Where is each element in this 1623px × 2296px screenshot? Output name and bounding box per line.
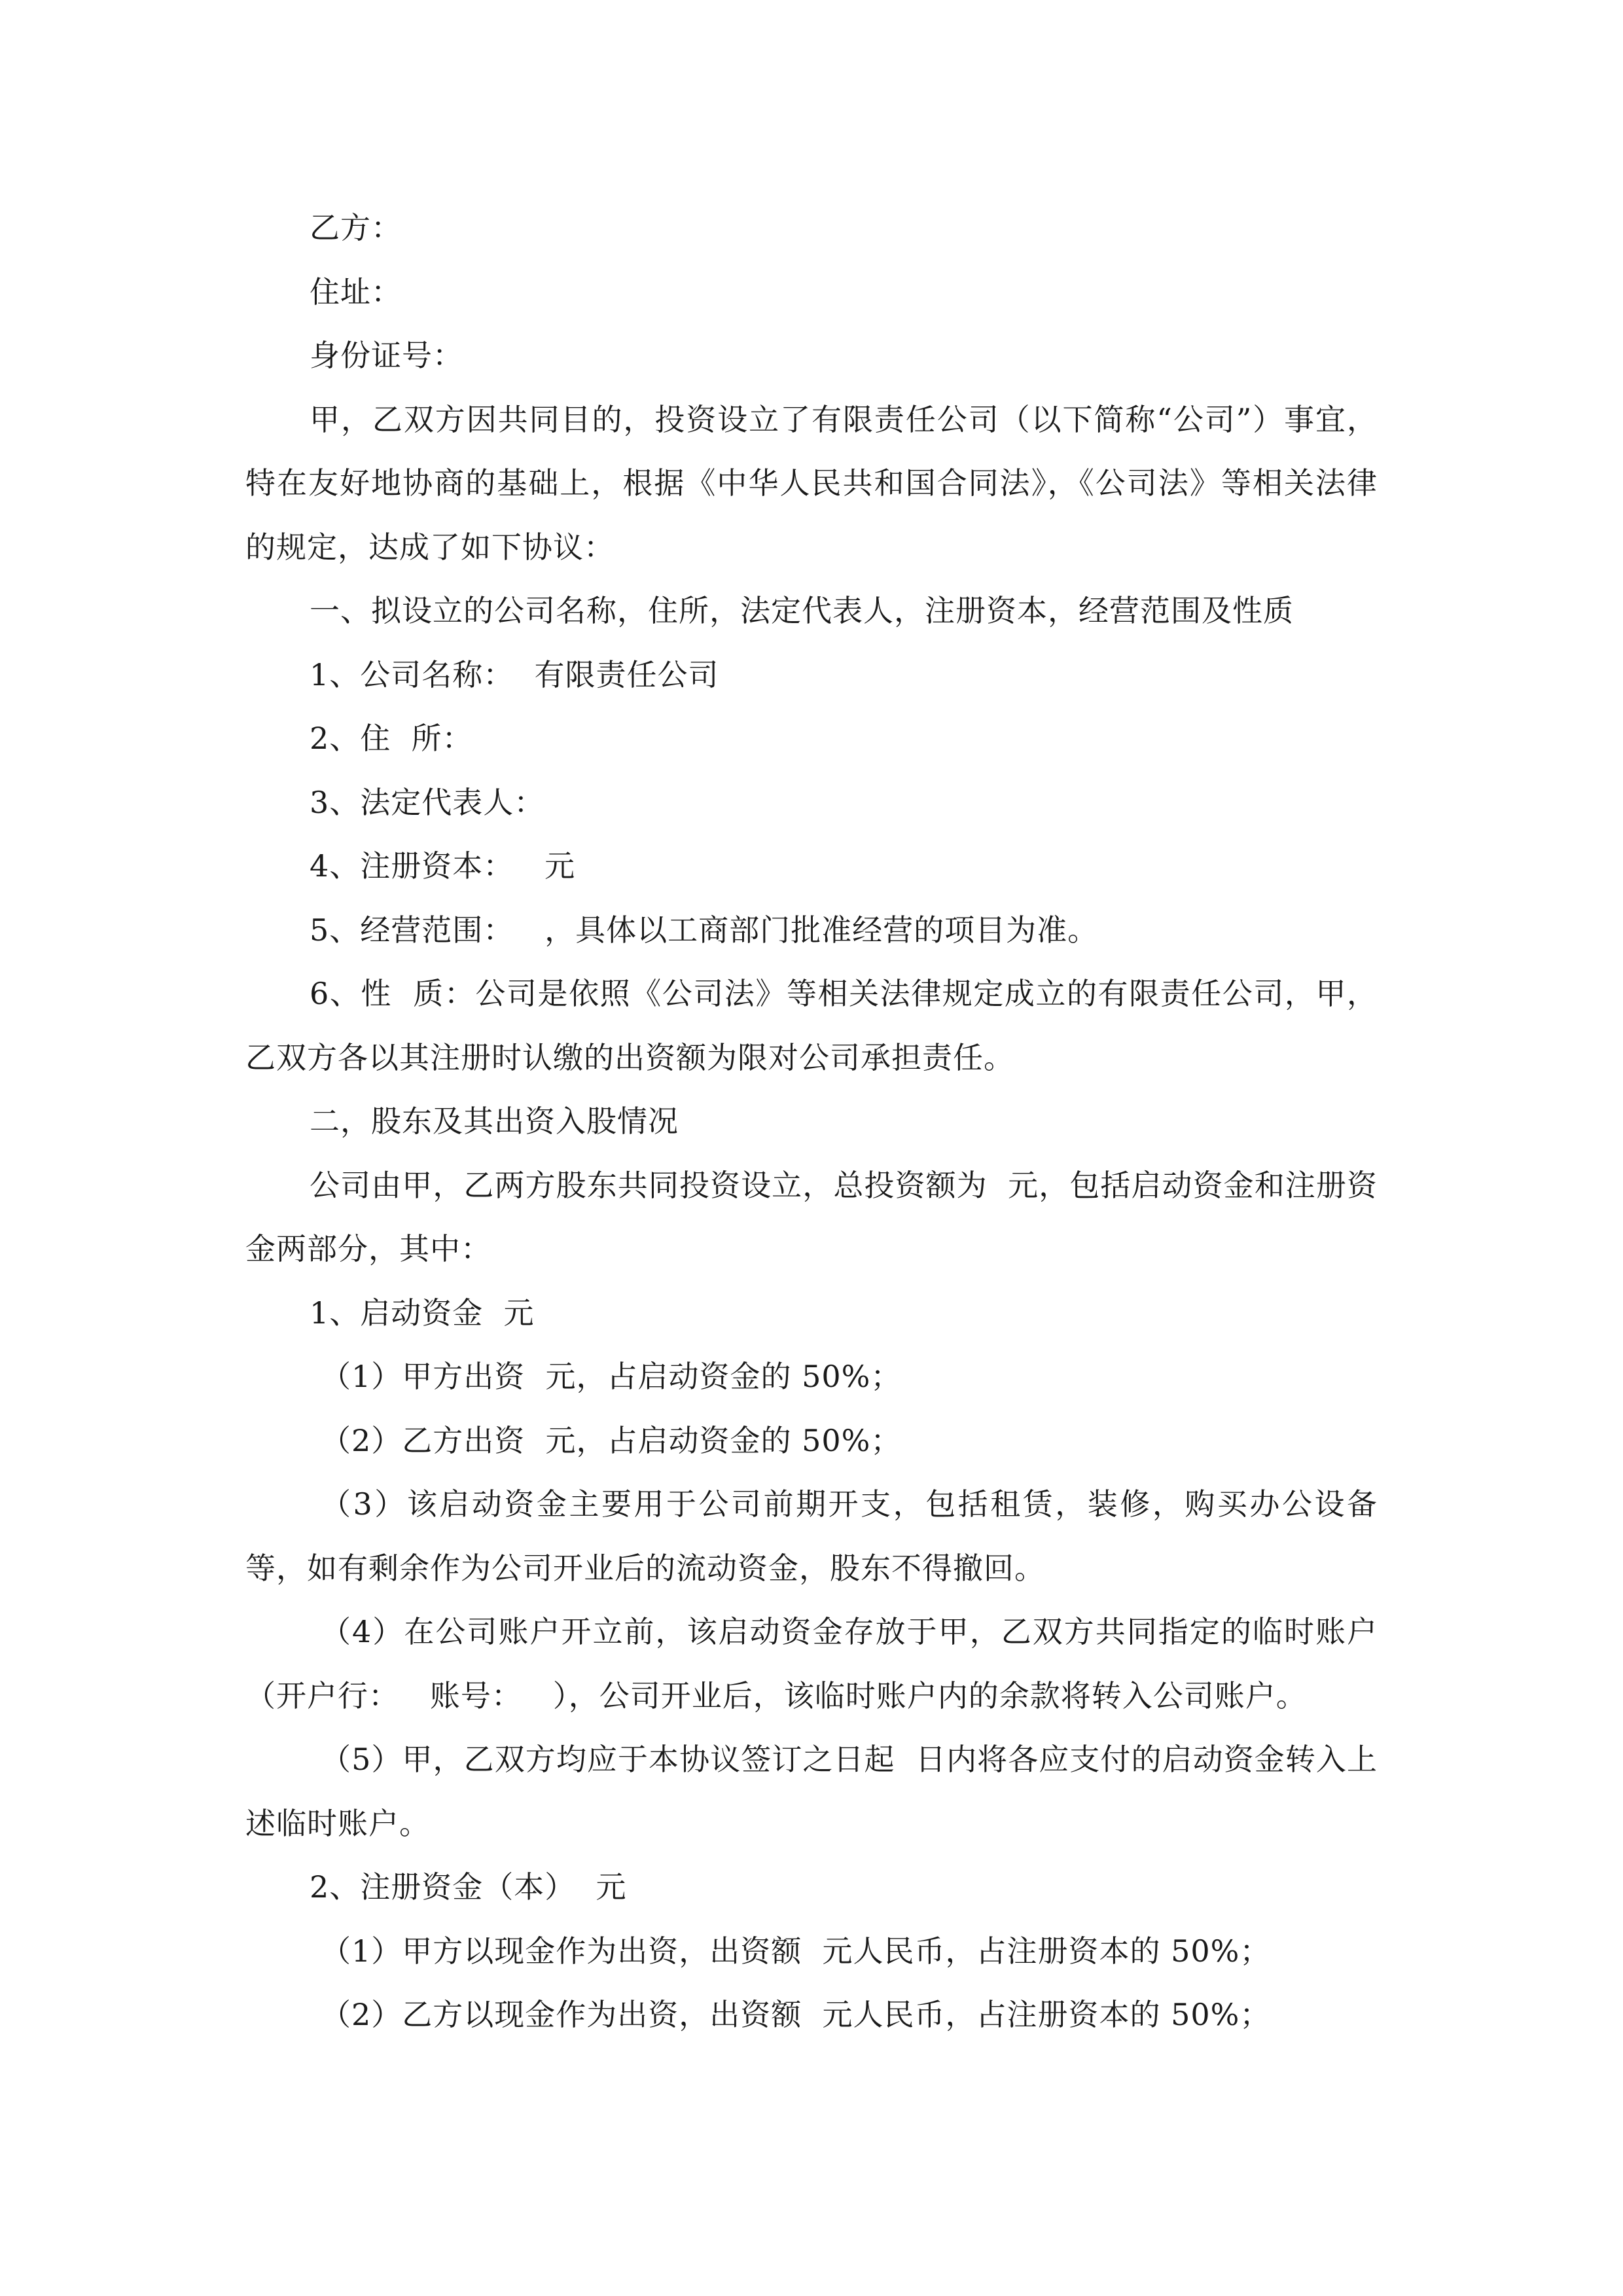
- startup-party-b-line: （2）乙方出资 元，占启动资金的 50%；: [321, 1422, 902, 1458]
- party-b-line: 乙方：: [310, 210, 402, 245]
- startup-funds-line: 1、启动资金 元: [310, 1295, 535, 1331]
- startup-usage-paragraph: （3）该启动资金主要用于公司前期开支，包括租赁，装修，购买办公设备等，如有剩余作为公司开业后的流动资金，股东不得撤回。: [245, 1486, 1378, 1586]
- document-body: [245, 196, 1378, 2047]
- nature-paragraph: 6、性 质：公司是依照《公司法》等相关法律规定成立的有限责任公司，甲，乙双方各以其注册时认缴的出资额为限对公司承担责任。: [245, 976, 1378, 1075]
- transfer-deadline-paragraph: （5）甲，乙双方均应于本协议签订之日起 日内将各应支付的启动资金转入上述临时账户。: [245, 1742, 1378, 1841]
- registered-capital-line: 4、注册资本： 元: [310, 848, 576, 884]
- address-line: 住址：: [310, 274, 402, 310]
- section-two-heading: 二，股东及其出资入股情况: [310, 1103, 679, 1139]
- business-scope-line: 5、经营范围： ，具体以工商部门批准经营的项目为准。: [310, 912, 1099, 948]
- residence-line: 2、住 所：: [310, 721, 473, 756]
- preamble-paragraph: 甲，乙双方因共同目的，投资设立了有限责任公司（以下简称“公司”）事宜，特在友好地协商的基础上，根据《中华人民共和国合同法》，《公司法》等相关法律的规定，达成了如下协议：: [245, 401, 1378, 565]
- section-one-heading: 一、拟设立的公司名称，住所，法定代表人，注册资本，经营范围及性质: [310, 593, 1294, 628]
- registered-party-b-line: （2）乙方以现金作为出资，出资额 元人民币，占注册资本的 50%；: [321, 1997, 1271, 2032]
- legal-representative-line: 3、法定代表人：: [310, 784, 545, 820]
- registered-funds-line: 2、注册资金（本） 元: [310, 1869, 627, 1905]
- temporary-account-paragraph: （4）在公司账户开立前，该启动资金存放于甲，乙双方共同指定的临时账户（开户行： 账号： ），公司开业后，该临时账户内的余款将转入公司账户。: [245, 1614, 1378, 1713]
- registered-party-a-line: （1）甲方以现金作为出资，出资额 元人民币，占注册资本的 50%；: [321, 1933, 1271, 1969]
- company-name-line: 1、公司名称： 有限责任公司: [310, 656, 719, 692]
- id-number-line: 身份证号：: [310, 338, 463, 373]
- investment-paragraph: 公司由甲，乙两方股东共同投资设立，总投资额为 元，包括启动资金和注册资金两部分，其中：: [245, 1167, 1378, 1266]
- startup-party-a-line: （1）甲方出资 元，占启动资金的 50%；: [321, 1359, 902, 1394]
